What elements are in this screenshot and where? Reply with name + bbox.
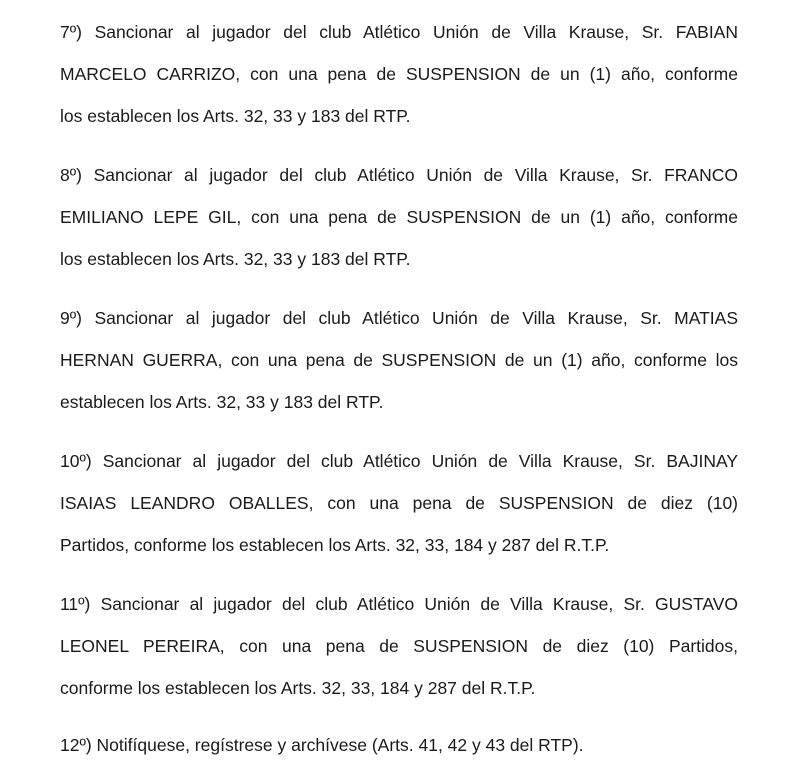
text-line: MARCELO CARRIZO, con una pena de SUSPENSION de un (1) año, conforme: [60, 64, 738, 84]
resolution-item-12: [60, 724, 738, 766]
text-line: los establecen los Arts. 32, 33 y 183 del RTP.: [60, 249, 411, 269]
text-line: 10º) Sancionar al jugador del club Atlético Unión de Villa Krause, Sr. BAJINAY: [60, 451, 738, 471]
text-line: 11º) Sancionar al jugador del club Atlético Unión de Villa Krause, Sr. GUSTAVO: [60, 594, 738, 614]
resolution-item-8: [60, 154, 738, 280]
text-line: 7º) Sancionar al jugador del club Atlético Unión de Villa Krause, Sr. FABIAN: [60, 22, 738, 42]
text-line: 12º) Notifíquese, regístrese y archívese (Arts. 41, 42 y 43 del RTP).: [60, 735, 584, 755]
text-line: HERNAN GUERRA, con una pena de SUSPENSION de un (1) año, conforme los: [60, 350, 738, 370]
resolution-item-10: [60, 440, 738, 566]
text-line: 8º) Sancionar al jugador del club Atlético Unión de Villa Krause, Sr. FRANCO: [60, 165, 738, 185]
text-line: 9º) Sancionar al jugador del club Atlético Unión de Villa Krause, Sr. MATIAS: [60, 308, 738, 328]
resolution-item-9: [60, 297, 738, 423]
text-line: los establecen los Arts. 32, 33 y 183 del RTP.: [60, 106, 411, 126]
resolution-item-11: [60, 583, 738, 709]
resolution-item-7: [60, 11, 738, 137]
text-line: ISAIAS LEANDRO OBALLES, con una pena de SUSPENSION de diez (10): [60, 493, 738, 513]
text-line: LEONEL PEREIRA, con una pena de SUSPENSION de diez (10) Partidos,: [60, 636, 738, 656]
text-line: EMILIANO LEPE GIL, con una pena de SUSPENSION de un (1) año, conforme: [60, 207, 738, 227]
text-line: conforme los establecen los Arts. 32, 33, 184 y 287 del R.T.P.: [60, 678, 536, 698]
text-line: establecen los Arts. 32, 33 y 183 del RTP.: [60, 392, 384, 412]
text-line: Partidos, conforme los establecen los Arts. 32, 33, 184 y 287 del R.T.P.: [60, 535, 610, 555]
